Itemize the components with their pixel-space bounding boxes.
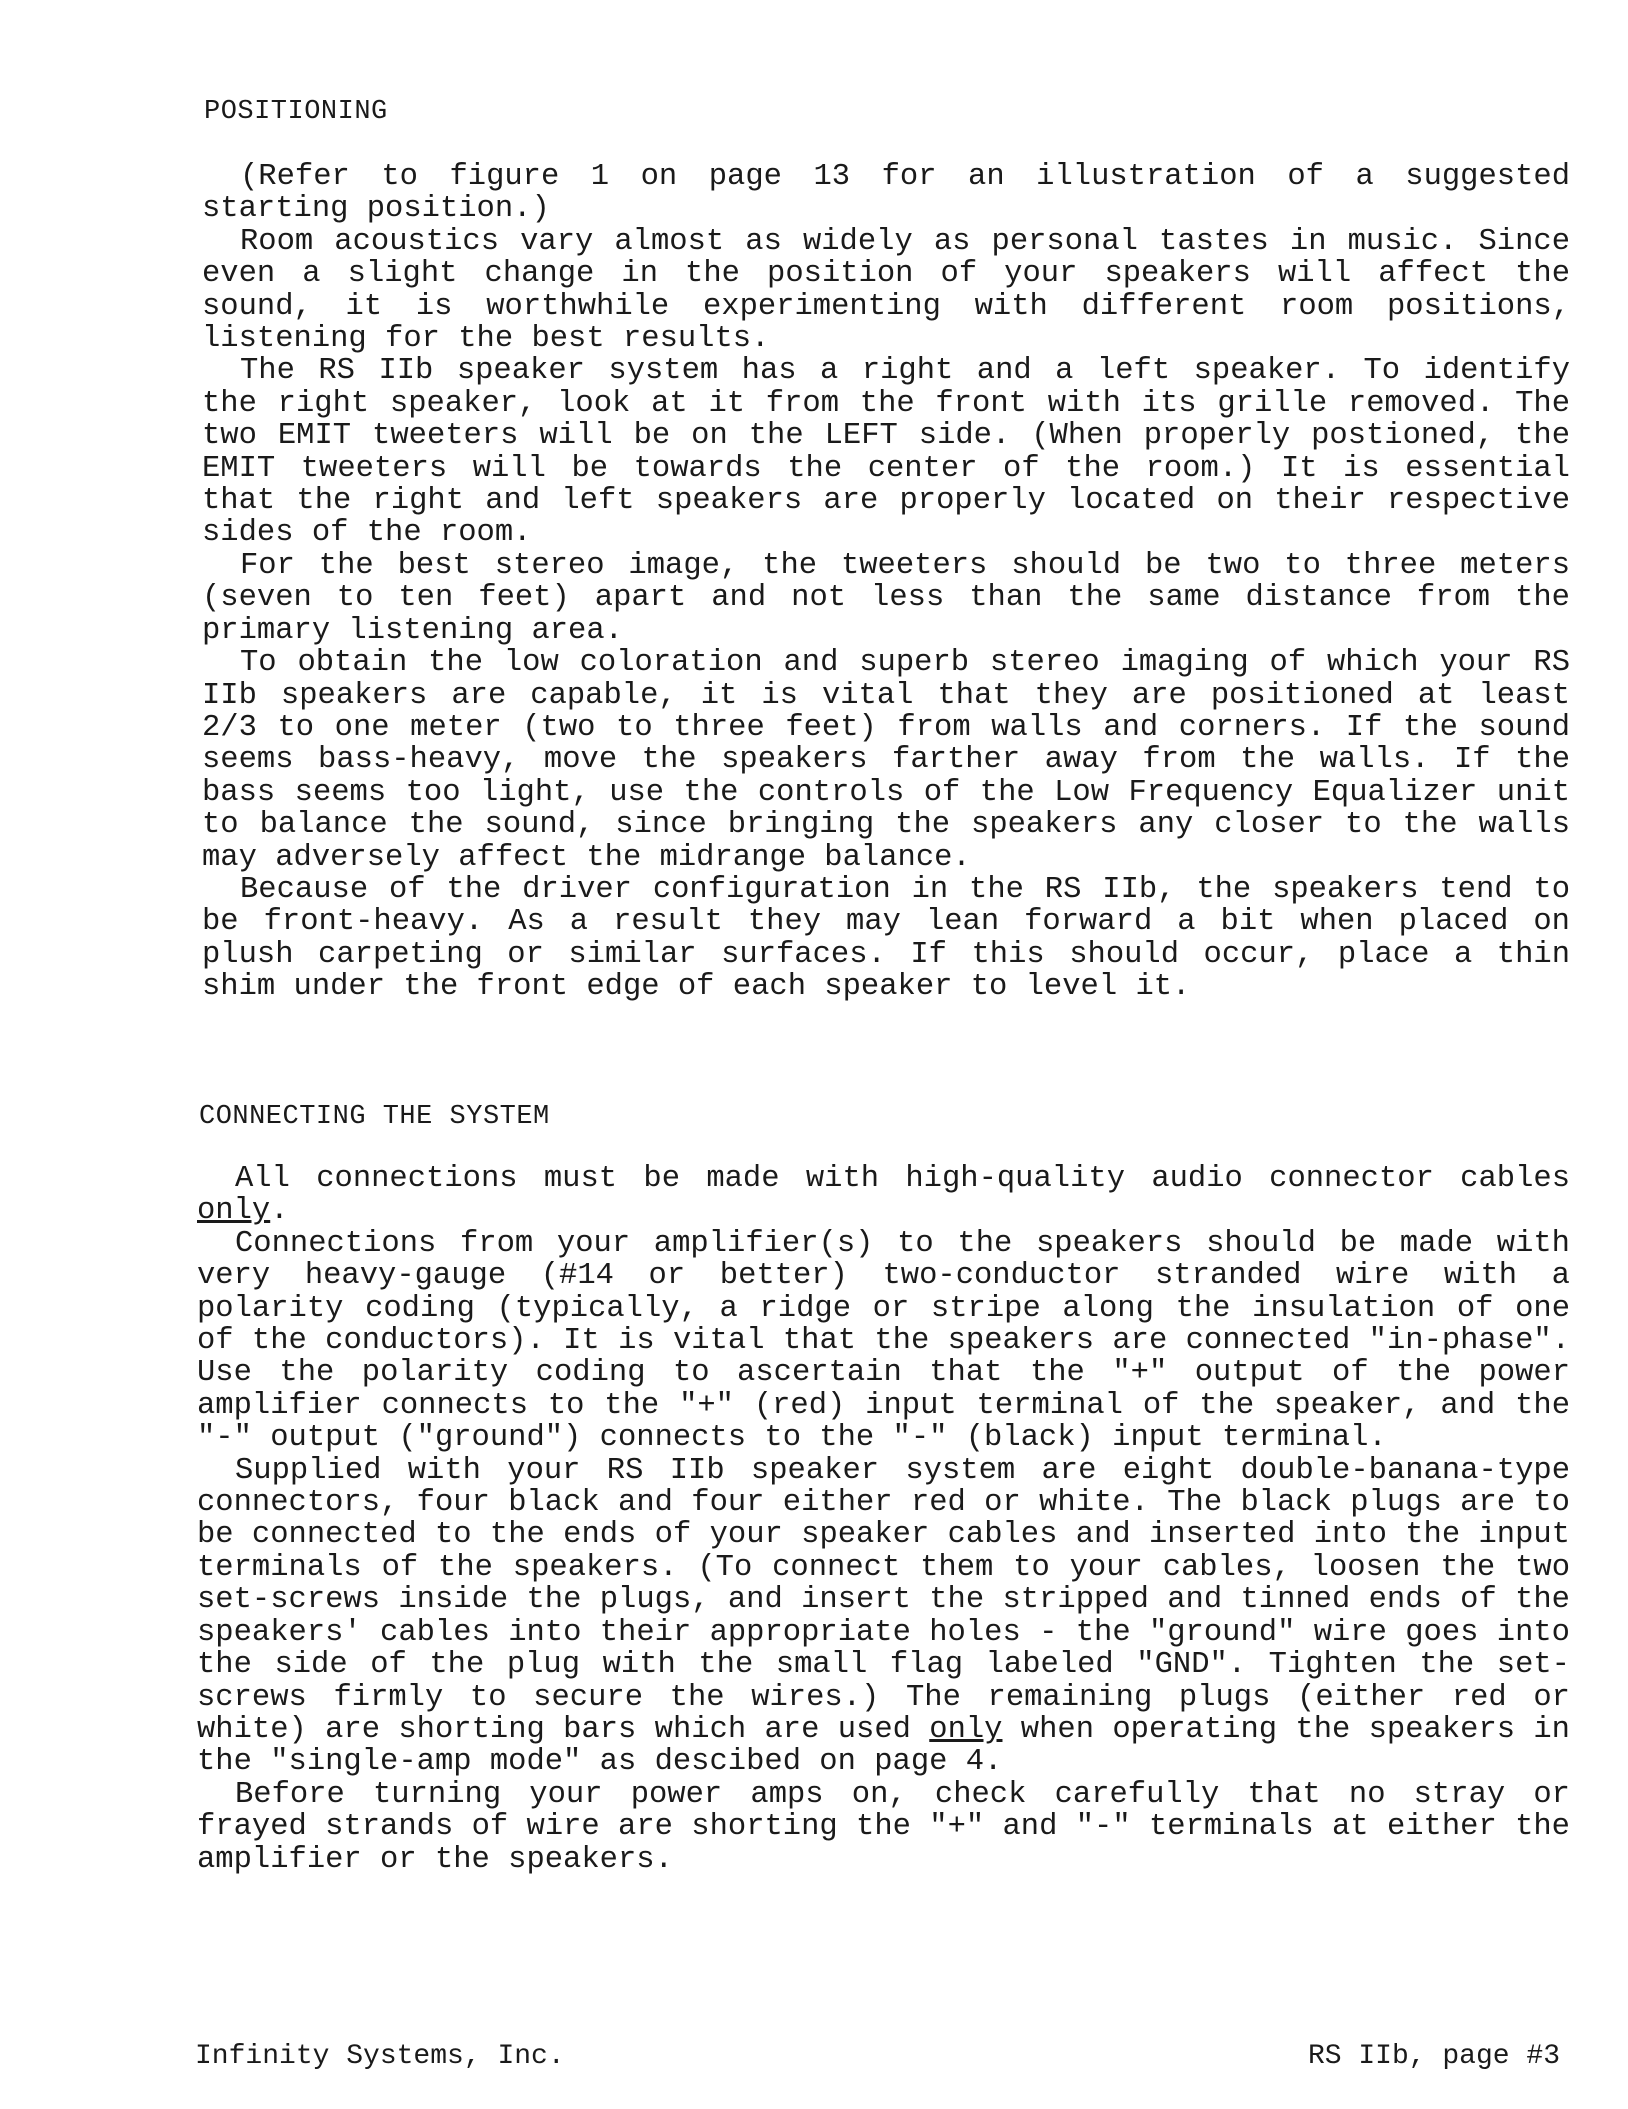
connecting-paragraph-4: Before turning your power amps on, check carefully that no stray or frayed strands of wire are shorting the "+" and "-" terminals at either the amplifier or the speakers. — [197, 1777, 1570, 1877]
connecting-p3-emphasis: only — [929, 1712, 1003, 1747]
connecting-heading: CONNECTING THE SYSTEM — [199, 1102, 550, 1132]
footer-page-number: RS IIb, page #3 — [1307, 2041, 1560, 2072]
connecting-p1-end: . — [270, 1194, 289, 1229]
connecting-p1-emphasis: only — [197, 1194, 271, 1229]
positioning-body — [202, 161, 1570, 1004]
positioning-paragraph-4: For the best stereo image, the tweeters should be two to three meters (seven to ten feet) apart and not less than the same distance from the primary listening area. — [202, 548, 1570, 648]
connecting-paragraph-1 — [197, 1163, 1570, 1228]
connecting-p3-end: when operating the speakers in the "single-amp mode" as descibed on page 4. — [197, 1712, 1570, 1780]
connecting-p1-text: All connections must be made with high-quality audio connector cables — [235, 1162, 1570, 1196]
positioning-paragraph-5: To obtain the low coloration and superb stereo imaging of which your RS IIb speakers are capable, it is vital that they are positioned at least 2/3 to one meter (two to three feet) from walls and corners. If the sound seems bass-heavy, move the speakers farther away from the walls. If the bass seems too light, use the controls of the Low Frequency Equalizer unit to balance the sound, since bringing the speakers any closer to the walls may adversely affect the midrange balance. — [202, 646, 1570, 875]
footer-company: Infinity Systems, Inc. — [195, 2041, 565, 2072]
positioning-heading: POSITIONING — [204, 97, 388, 127]
positioning-paragraph-2: Room acoustics vary almost as widely as personal tastes in music. Since even a slight change in the position of your speakers will affect the sound, it is worthwhile experimenting with different room positions, listening for the best results. — [202, 224, 1570, 357]
positioning-paragraph-6: Because of the driver configuration in the RS IIb, the speakers tend to be front-heavy. As a result they may lean forward a bit when placed on plush carpeting or similar surfaces. If this should occur, place a thin shim under the front edge of each speaker to level it. — [202, 872, 1570, 1005]
connecting-body — [197, 1163, 1570, 1876]
positioning-paragraph-1: (Refer to figure 1 on page 13 for an illustration of a suggested starting position.) — [202, 160, 1570, 227]
connecting-paragraph-3 — [197, 1455, 1570, 1779]
connecting-paragraph-2: Connections from your amplifier(s) to the speakers should be made with very heavy-gauge (#14 or better) two-conductor stranded wire with a polarity coding (typically, a ridge or stripe along the insulation of one of the conductors). It is vital that the speakers are connected "in-phase". Use the polarity coding to ascertain that the "+" output of the power amplifier connects to the "+" (red) input terminal of the speaker, and the "-" output ("ground") connects to the "-" (black) input terminal. — [197, 1226, 1570, 1456]
connecting-p3-text: Supplied with your RS IIb speaker system are eight double-banana-type connectors, four black and four either red or white. The black plugs are to be connected to the ends of your speaker cables and inserted into the input terminals of the speakers. (To connect them to your cables, loosen the two set-screws inside the plugs, and insert the stripped and tinned ends of the speakers' cables into their appropriate holes - the "ground" wire goes into the side of the plug with the small flag labeled "GND". Tighten the set-screws firmly to secure the wires.) The remaining plugs (either red or white) are shorting bars which are used — [197, 1453, 1570, 1747]
positioning-paragraph-3: The RS IIb speaker system has a right and a left speaker. To identify the right speaker, look at it from the front with its grille removed. The two EMIT tweeters will be on the LEFT side. (When properly postioned, the EMIT tweeters will be towards the center of the room.) It is essential that the right and left speakers are properly located on their respective sides of the room. — [202, 354, 1570, 551]
